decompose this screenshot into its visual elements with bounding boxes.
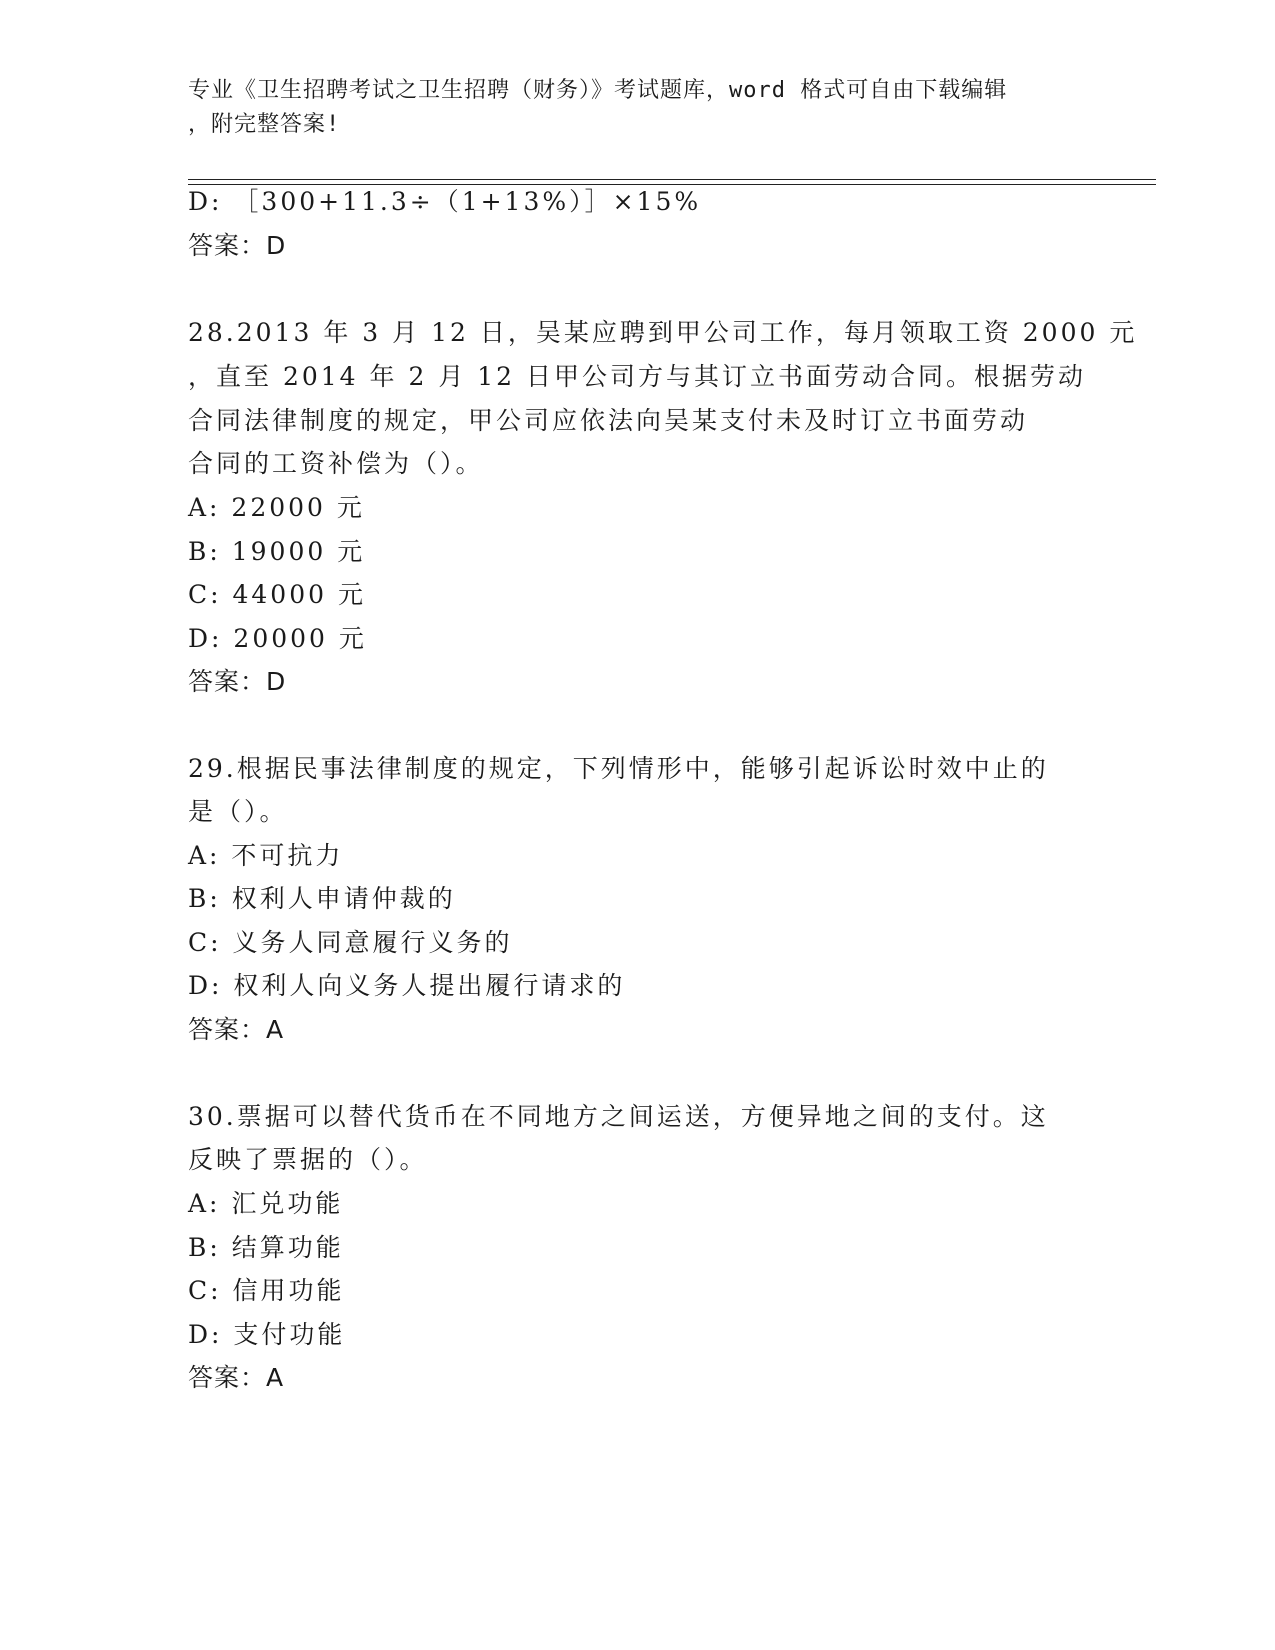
q28-stem-line-2: ，直至 2014 年 2 月 12 日甲公司方与其订立书面劳动合同。根据劳动 <box>188 362 1087 391</box>
q29-option-a: A: 不可抗力 <box>188 841 344 870</box>
prev-option-d: D: ［300+11.3÷（1+13%）］×15% <box>188 187 702 216</box>
header-line-1: 专业《卫生招聘考试之卫生招聘（财务）》考试题库，word 格式可自由下载编辑 <box>188 78 1008 103</box>
q28-answer: 答案：D <box>188 667 287 696</box>
prev-answer: 答案：D <box>188 231 287 260</box>
header-line-2: ，附完整答案! <box>188 112 341 137</box>
q28-stem-line-1: 28.2013 年 3 月 12 日，吴某应聘到甲公司工作，每月领取工资 2000 元 <box>188 318 1138 347</box>
q28-option-b: B: 19000 元 <box>188 537 366 566</box>
q30-answer: 答案：A <box>188 1363 285 1392</box>
q28-stem-line-4: 合同的工资补偿为（）。 <box>188 449 484 478</box>
header-divider-top <box>188 179 1156 180</box>
q28-option-a: A: 22000 元 <box>188 493 365 522</box>
q30-option-b: B: 结算功能 <box>188 1233 344 1262</box>
q28-option-d: D: 20000 元 <box>188 624 367 653</box>
q29-option-c: C: 义务人同意履行义务的 <box>188 928 513 957</box>
q28-option-c: C: 44000 元 <box>188 580 366 609</box>
q30-option-a: A: 汇兑功能 <box>188 1189 344 1218</box>
q29-option-b: B: 权利人申请仲裁的 <box>188 884 456 913</box>
document-header <box>188 74 1068 142</box>
q30-option-c: C: 信用功能 <box>188 1276 345 1305</box>
q29-option-d: D: 权利人向义务人提出履行请求的 <box>188 971 626 1000</box>
q29-stem-line-2: 是（）。 <box>188 797 288 826</box>
q30-option-d: D: 支付功能 <box>188 1320 346 1349</box>
header-divider-bottom <box>188 184 1156 185</box>
q30-stem-line-2: 反映了票据的（）。 <box>188 1145 428 1174</box>
q28-stem-line-3: 合同法律制度的规定，甲公司应依法向吴某支付未及时订立书面劳动 <box>188 406 1029 435</box>
q29-stem-line-1: 29.根据民事法律制度的规定，下列情形中，能够引起诉讼时效中止的 <box>188 754 1049 783</box>
q29-answer: 答案：A <box>188 1015 285 1044</box>
q30-stem-line-1: 30.票据可以替代货币在不同地方之间运送，方便异地之间的支付。这 <box>188 1102 1049 1131</box>
